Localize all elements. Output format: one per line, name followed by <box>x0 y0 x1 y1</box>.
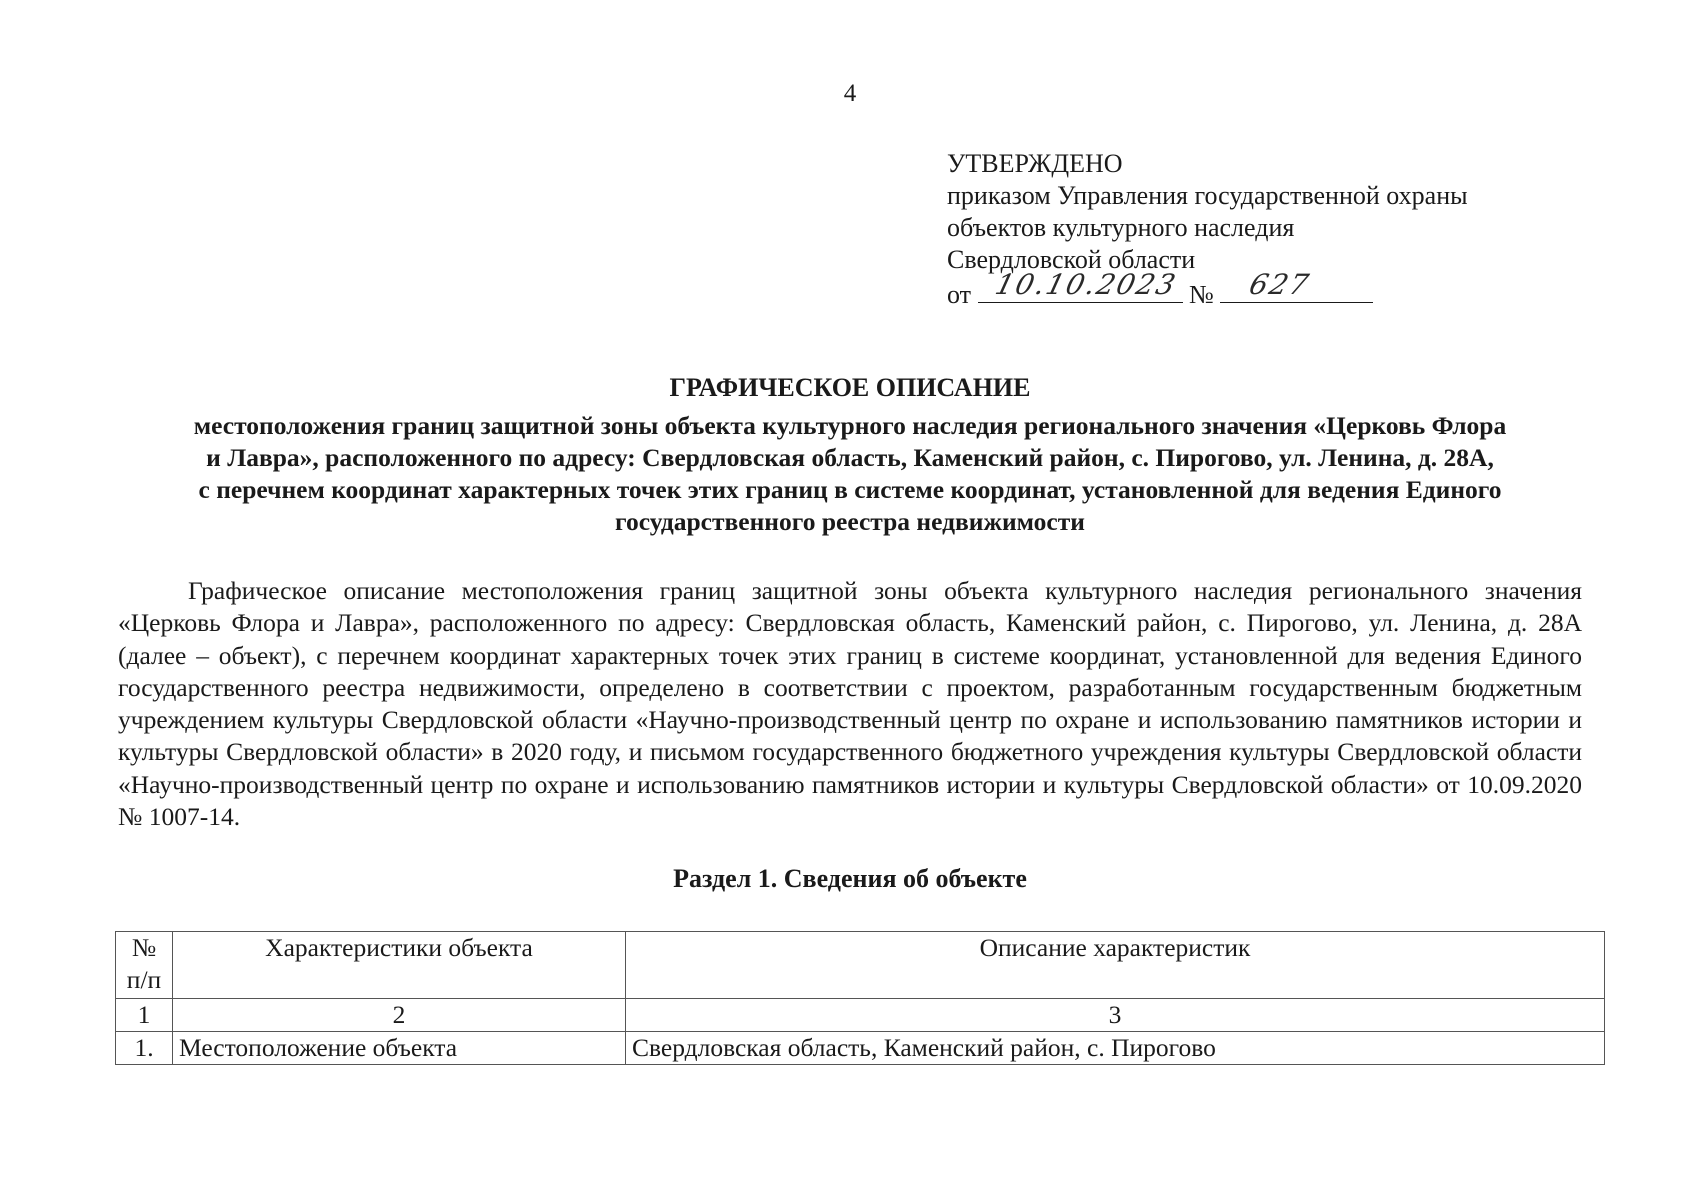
header-number-line1: № <box>131 933 157 962</box>
section-heading: Раздел 1. Сведения об объекте <box>673 864 1027 893</box>
date-field <box>978 268 1183 303</box>
number-field <box>1220 268 1373 303</box>
table-row <box>116 1032 1605 1065</box>
header-number <box>116 932 173 999</box>
row-description: Свердловская область, Каменский район, с. Пирогово <box>626 1032 1605 1065</box>
approval-block <box>947 148 1468 310</box>
approval-line-1: приказом Управления государственной охраны <box>947 181 1468 210</box>
row-number: 1. <box>116 1032 173 1065</box>
table-index-row <box>116 999 1605 1032</box>
subtitle-line: и Лавра», расположенного по адресу: Свердловская область, Каменский район, с. Пирогово, ул. Ленина, д. 28А, <box>206 443 1494 472</box>
approval-date-number-line <box>947 268 1468 310</box>
header-number-line2: п/п <box>126 965 162 994</box>
subtitle-line: местоположения границ защитной зоны объекта культурного наследия регионального значения «Церковь Флора <box>193 411 1507 440</box>
table-header-row <box>116 932 1605 999</box>
approval-line-3: Свердловской области <box>947 245 1196 274</box>
header-characteristics: Характеристики объекта <box>173 932 626 999</box>
subtitle-line: с перечнем координат характерных точек этих границ в системе координат, установленной для ведения Единого <box>198 475 1502 504</box>
object-info-table <box>115 931 1605 1065</box>
document-title: ГРАФИЧЕСКОЕ ОПИСАНИЕ <box>669 373 1031 402</box>
subtitle-line: государственного реестра недвижимости <box>615 507 1085 536</box>
index-cell: 2 <box>173 999 626 1032</box>
index-cell: 1 <box>116 999 173 1032</box>
header-description: Описание характеристик <box>626 932 1605 999</box>
index-cell: 3 <box>626 999 1605 1032</box>
handwritten-number: 627 <box>1246 268 1315 301</box>
from-label: от <box>947 280 972 309</box>
page-number: 4 <box>843 80 857 107</box>
handwritten-date: 10.10.2023 <box>991 268 1181 301</box>
body-paragraph: Графическое описание местоположения границ защитной зоны объекта культурного наследия регионального значения «Церковь Флора и Лавра», расположенного по адресу: Свердловская область, Каменский район, с. Пирогово, ул. Ленина, д. 28А (далее – объект), с перечнем координат характерных точек этих границ в системе координат, установленной для ведения Единого государственного реестра недвижимости, определено в соответствии с проектом, разработанным государственным бюджетным учреждением культуры Свердловской области «Научно-производственный центр по охране и использованию памятников истории и культуры Свердловской области» в 2020 году, и письмом государственного бюджетного учреждения культуры Свердловской области «Научно-производственный центр по охране и использованию памятников истории и культуры Свердловской области» от 10.09.2020 № 1007-14. <box>118 576 1582 832</box>
row-characteristic: Местоположение объекта <box>173 1032 626 1065</box>
approval-line-2: объектов культурного наследия <box>947 213 1295 242</box>
document-subtitle <box>115 410 1585 538</box>
number-label: № <box>1189 280 1214 309</box>
approval-stamp: УТВЕРЖДЕНО <box>947 149 1123 178</box>
